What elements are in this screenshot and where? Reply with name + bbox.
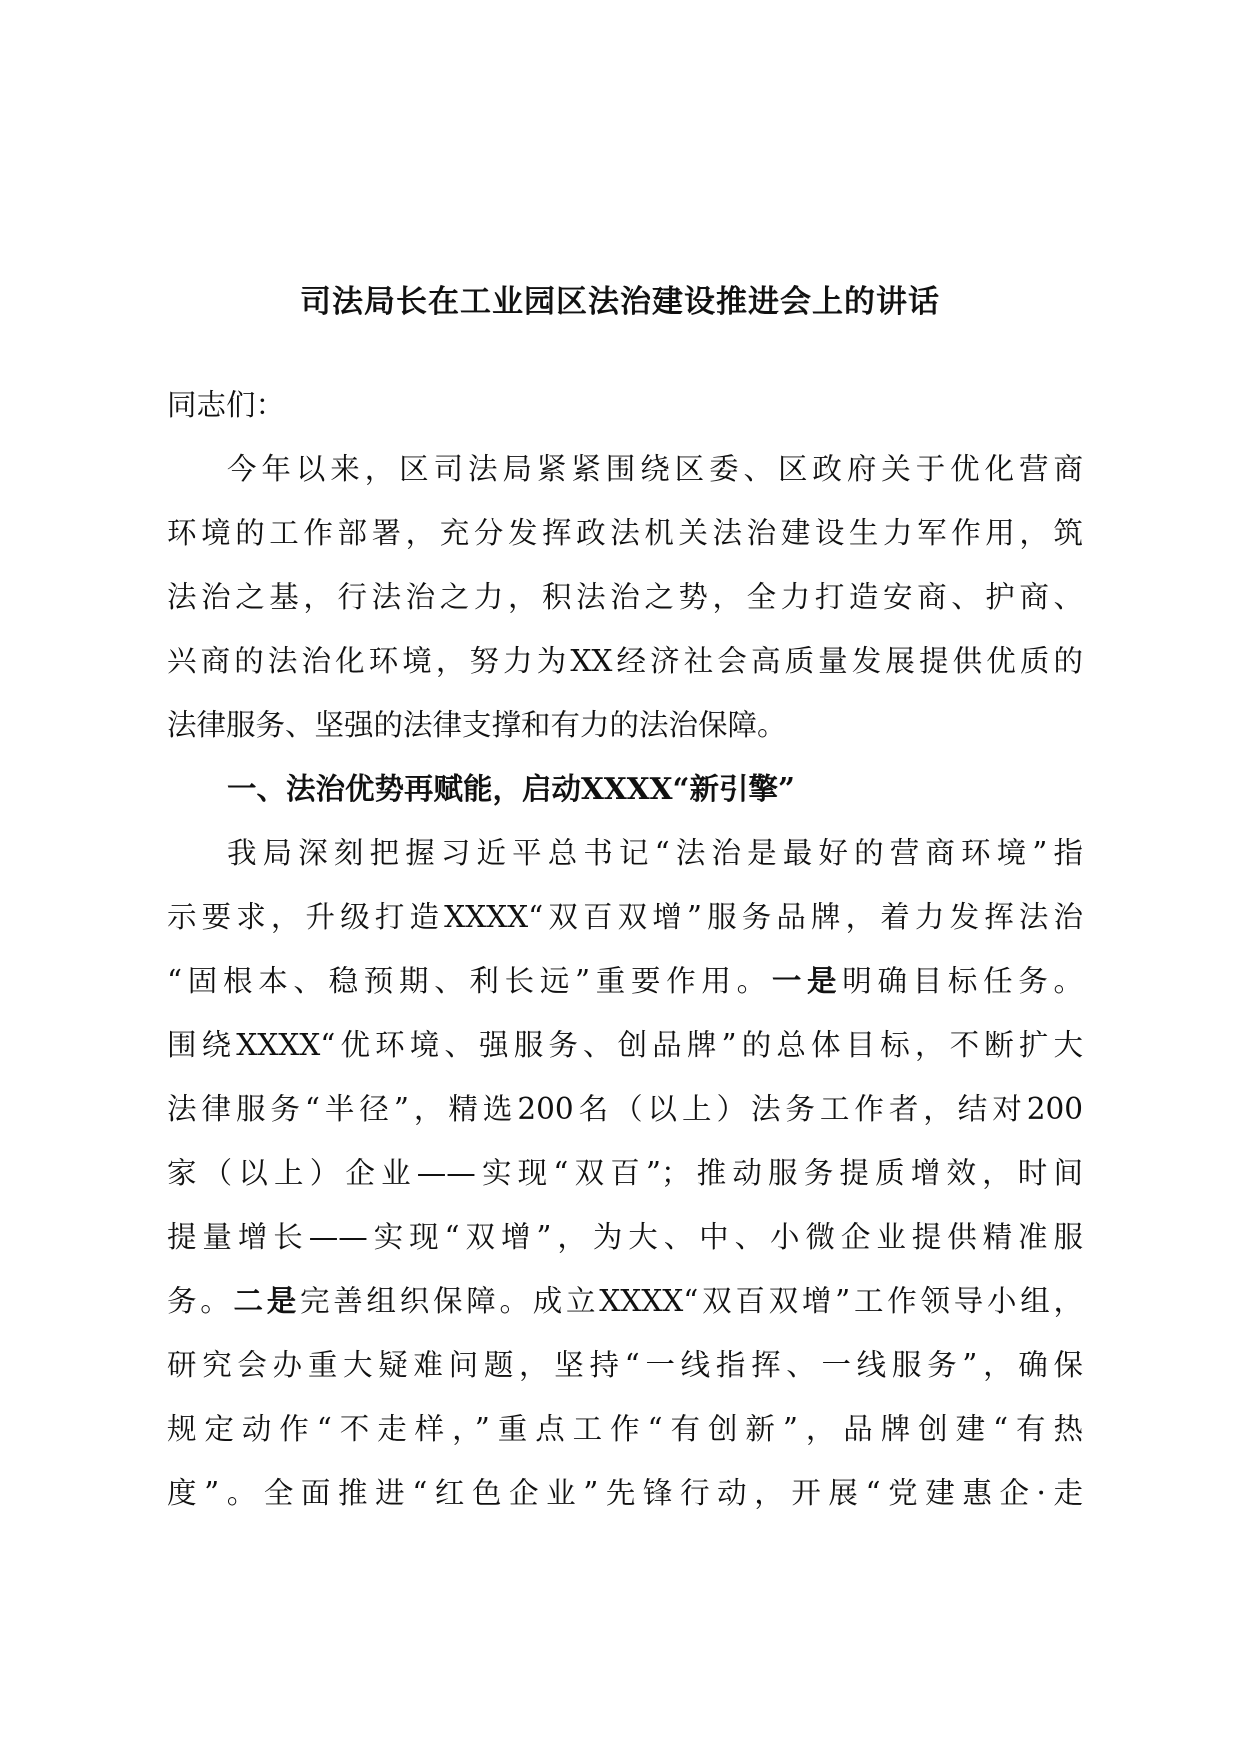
paragraph-2-line-3 (167, 949, 1083, 1013)
paragraph-2-line-3-text-a: “固根本、稳预期、利长远”重要作用。 (167, 964, 772, 998)
paragraph-1-line-5: 法律服务、坚强的法律支撑和有力的法治保障。 (167, 708, 787, 742)
paragraph-2-line-2: 示要求，升级打造XXXX“双百双增”服务品牌，着力发挥法治 (167, 900, 1083, 934)
paragraph-1-line-4: 兴商的法治化环境，努力为XX经济社会高质量发展提供优质的 (167, 644, 1083, 678)
paragraph-2-line-8-text-a: 务。 (167, 1284, 234, 1318)
paragraph-2-line-10: 规定动作“不走样，”重点工作“有创新”，品牌创建“有热 (167, 1412, 1083, 1446)
point-one-label: 一是 (771, 963, 843, 998)
paragraph-2-line-11: 度”。全面推进“红色企业”先锋行动，开展“党建惠企·走 (167, 1476, 1083, 1510)
paragraph-2-line-8 (167, 1269, 1083, 1333)
paragraph-2-line-5: 法律服务“半径”，精选200名（以上）法务工作者，结对200 (167, 1092, 1083, 1126)
document-body (167, 373, 1083, 1525)
salutation: 同志们： (167, 388, 286, 422)
paragraph-1-line-1: 今年以来，区司法局紧紧围绕区委、区政府关于优化营商 (227, 452, 1083, 486)
paragraph-2-line-6: 家（以上）企业——实现“双百”；推动服务提质增效，时间 (167, 1156, 1083, 1190)
section-heading-1: 一、法治优势再赋能，启动XXXX“新引擎” (227, 771, 795, 806)
paragraph-1-line-3: 法治之基，行法治之力，积法治之势，全力打造安商、护商、 (167, 580, 1083, 614)
paragraph-2-line-3-text-c: 明确目标任务。 (842, 964, 1083, 998)
paragraph-2-line-1: 我局深刻把握习近平总书记“法治是最好的营商环境”指 (227, 836, 1083, 870)
paragraph-2-line-7: 提量增长——实现“双增”，为大、中、小微企业提供精准服 (167, 1220, 1083, 1254)
document-title: 司法局长在工业园区法治建设推进会上的讲话 (300, 284, 940, 320)
paragraph-1-line-2: 环境的工作部署，充分发挥政法机关法治建设生力军作用，筑 (167, 516, 1083, 550)
paragraph-2-line-8-text-c: 完善组织保障。成立XXXX“双百双增”工作领导小组， (300, 1284, 1083, 1318)
point-two-label: 二是 (233, 1283, 301, 1318)
paragraph-2-line-4: 围绕XXXX“优环境、强服务、创品牌”的总体目标，不断扩大 (167, 1028, 1083, 1062)
paragraph-2-line-9: 研究会办重大疑难问题，坚持“一线指挥、一线服务”，确保 (167, 1348, 1083, 1382)
